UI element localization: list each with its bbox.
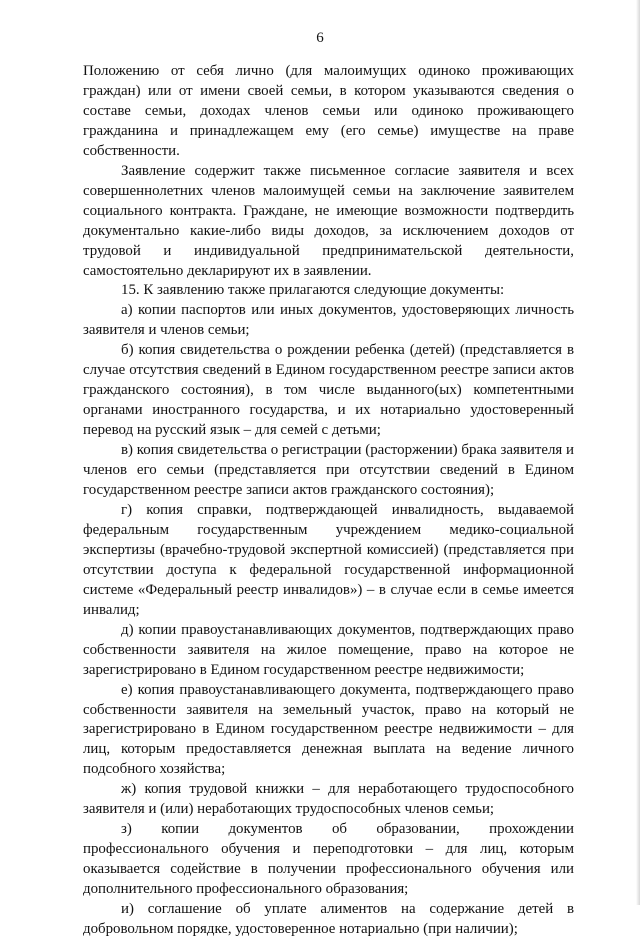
scan-edge-shadow <box>636 0 640 905</box>
clause-15-heading: 15. К заявлению также прилагаются следующие документы: <box>121 282 505 299</box>
paragraph-continuation: Положению от себя лично (для малоимущих одиноко проживающих граждан) или от имени своей семьи, в котором указываются сведения о составе семьи, доходах членов семьи или одиноко проживающего гражданина и принадлежащем ему (его семье) имуществе на праве собственности. <box>83 63 574 159</box>
list-item-v: в) копия свидетельства о регистрации (расторжении) брака заявителя и членов его семьи (представляется при отсутствии сведений в Едином государственном реестре записи актов гражданского состояния); <box>83 442 574 499</box>
list-item-d: д) копии правоустанавливающих документов, подтверждающих право собственности заявителя на жилое помещение, право на которое не зарегистрировано в Едином государственном реестре недвижимости; <box>83 621 574 678</box>
page-number: 6 <box>316 30 324 46</box>
document-body <box>83 62 574 940</box>
paragraph-consent: Заявление содержит также письменное согласие заявителя и всех совершеннолетних членов малоимущей семьи на заключение заявителем социального контракта. Граждане, не имеющие возможности подтвердить документально какие-либо виды доходов, за исключением доходов от трудовой и индивидуальной предпринимательской деятельности, самостоятельно декларируют их в заявлении. <box>83 162 574 279</box>
list-item-zh: ж) копия трудовой книжки – для неработающего трудоспособного заявителя и (или) неработающих трудоспособных членов семьи; <box>83 781 574 818</box>
list-item-g: г) копия справки, подтверждающей инвалидность, выдаваемой федеральным государственным учреждением медико-социальной экспертизы (врачебно-трудовой экспертной комиссией) (представляется при отсутствии доступа к федеральной государственной информационной системе «Федеральный реестр инвалидов») – в случае если в семье имеется инвалид; <box>83 501 574 618</box>
list-item-z: з) копии документов об образовании, прохождении профессионального обучения и переподготовки – для лиц, которым оказывается содействие в получении профессионального обучения или дополнительного профессионального образования; <box>83 821 574 898</box>
list-item-a: а) копии паспортов или иных документов, удостоверяющих личность заявителя и членов семьи; <box>83 302 574 339</box>
list-item-i: и) соглашение об уплате алиментов на содержание детей в добровольном порядке, удостоверенное нотариально (при наличии); <box>83 901 574 937</box>
list-item-e: е) копия правоустанавливающего документа, подтверждающего право собственности заявителя на земельный участок, право на который не зарегистрировано в Едином государственном реестре недвижимости – для лиц, которым предоставляется денежная выплата на ведение личного подсобного хозяйства; <box>83 681 574 778</box>
list-item-b: б) копия свидетельства о рождении ребенка (детей) (представляется в случае отсутствия сведений в Едином государственном реестре записи актов гражданского состояния), в том числе выданного(ых) компетентными органами иностранного государства, и их нотариально удостоверенный перевод на русский язык – для семей с детьми; <box>83 342 574 439</box>
